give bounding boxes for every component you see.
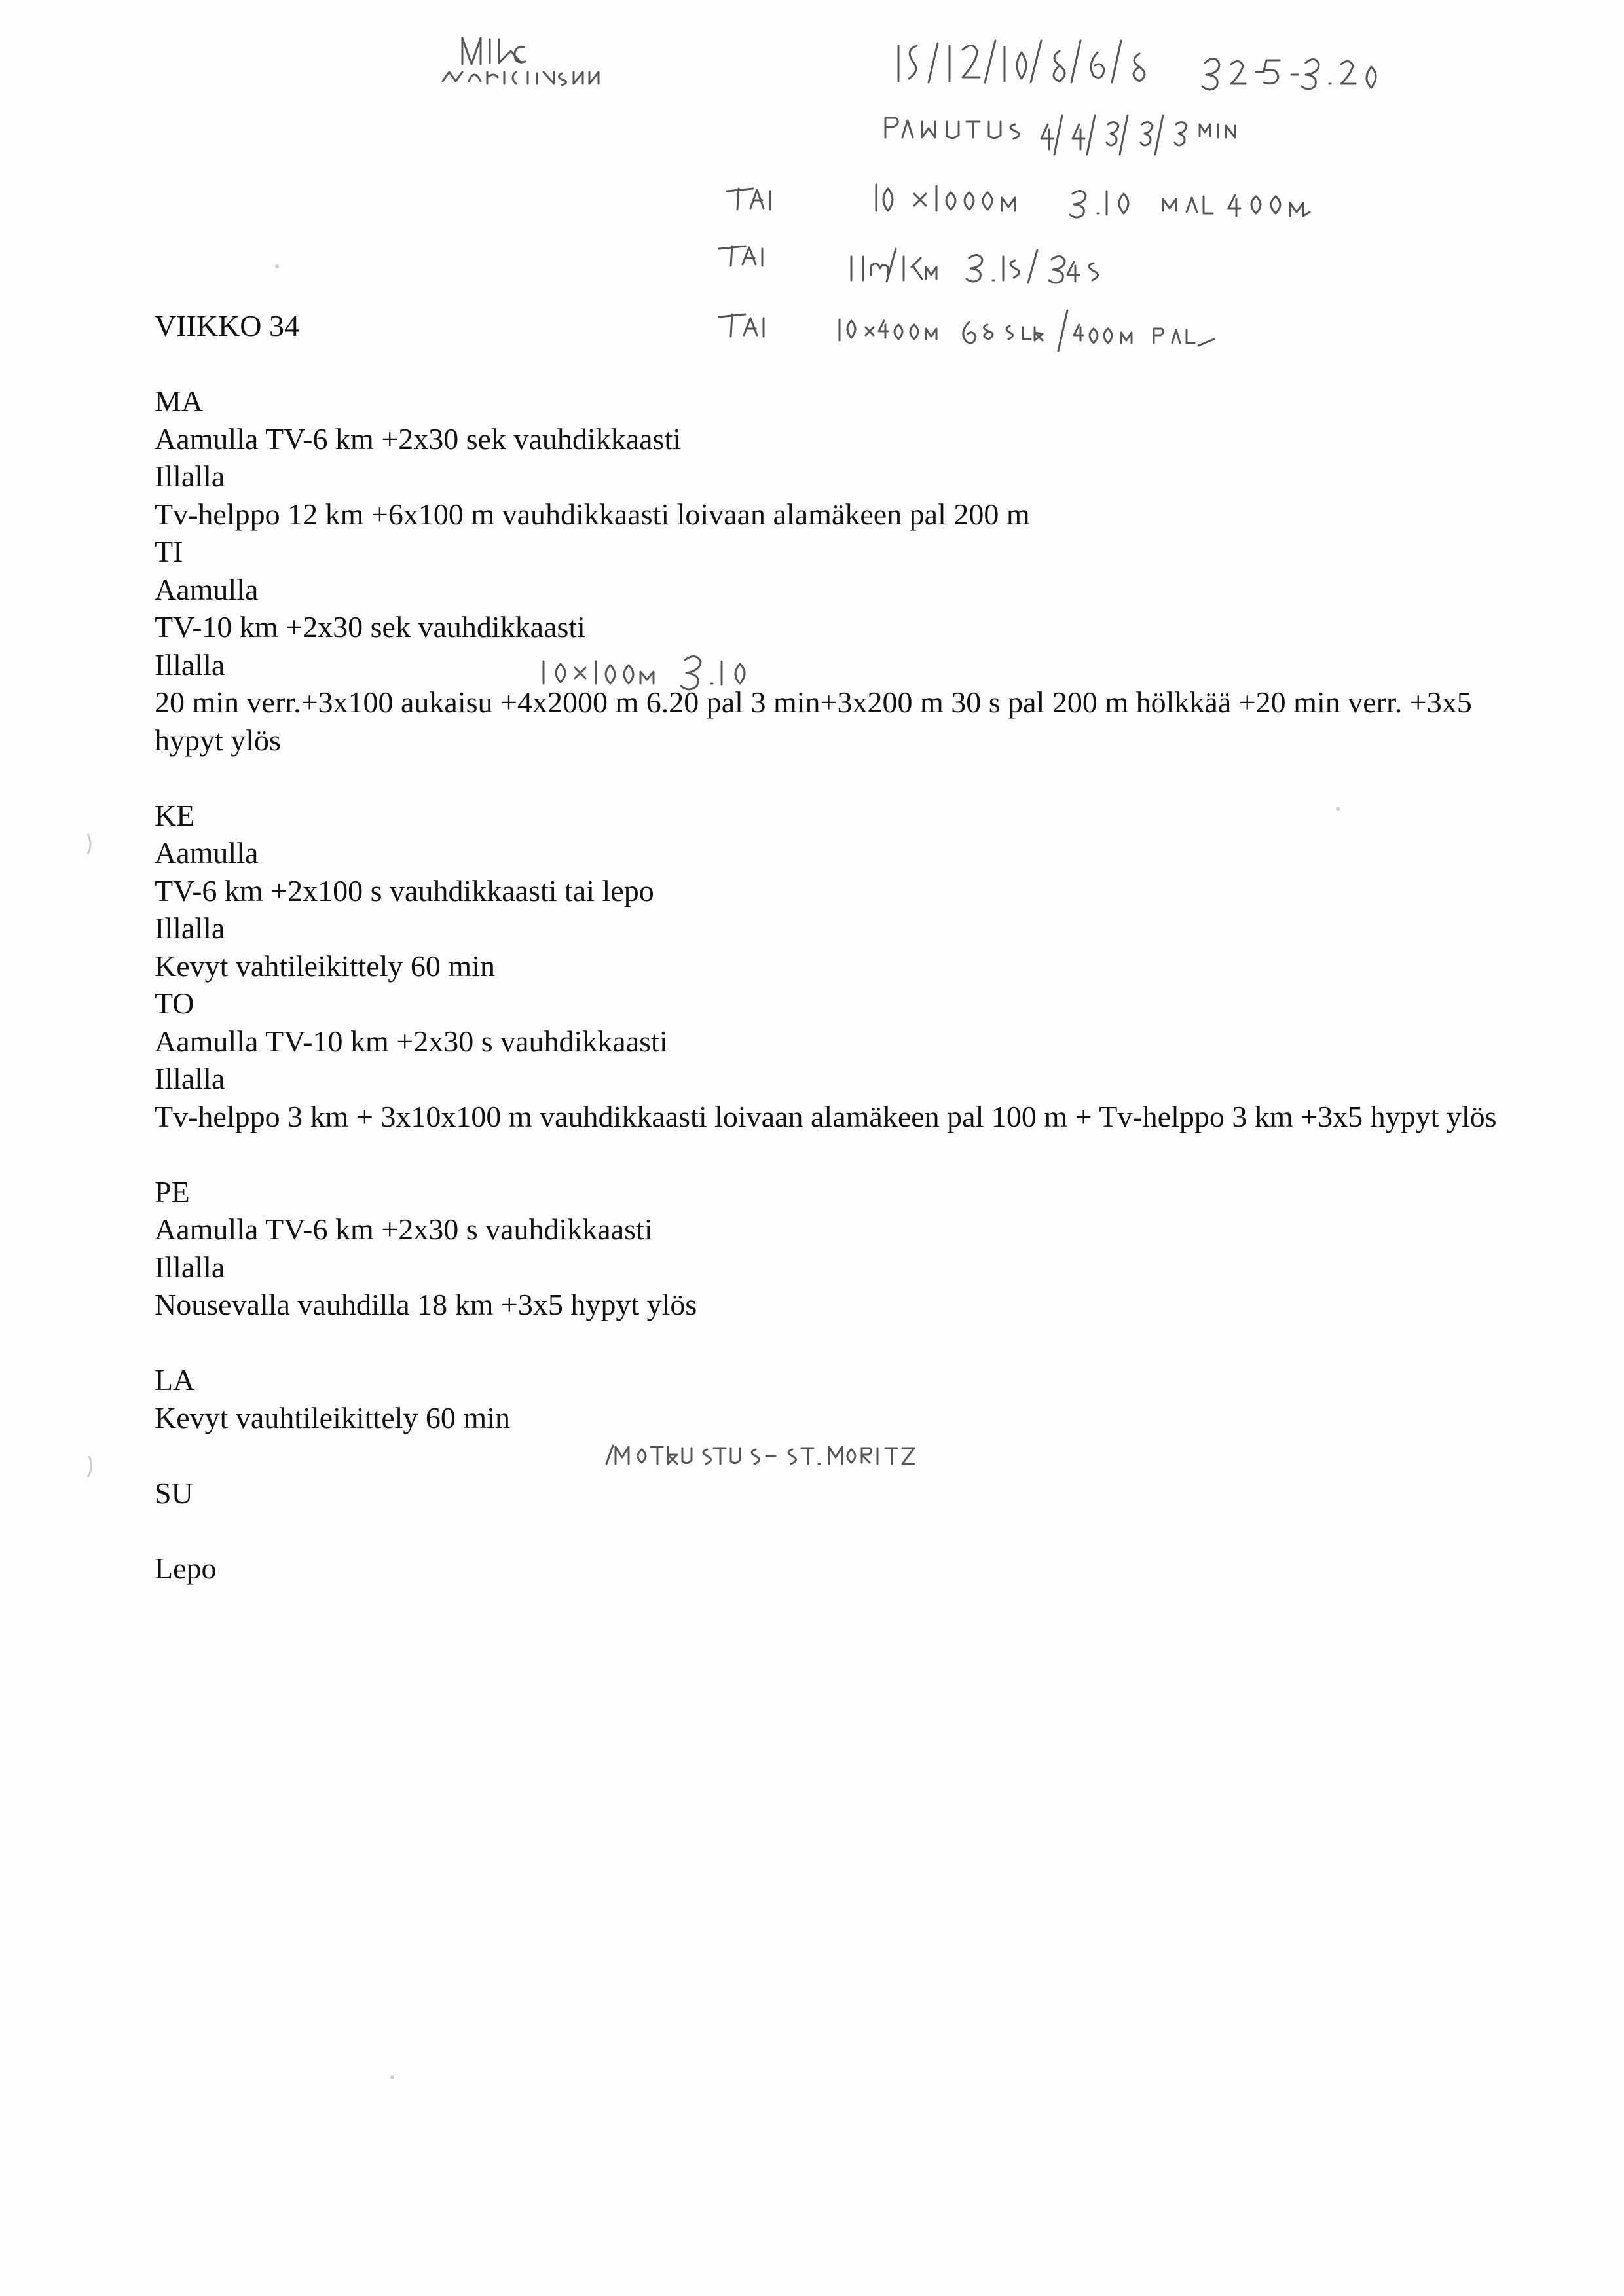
handwritten-note-tuesday [537,646,773,691]
handwritten-tai-line-2 [719,246,1098,283]
scan-speck [1336,807,1340,811]
schedule-line: Illalla [155,911,225,945]
schedule-line: Aamulla TV-10 km +2x30 s vauhdikkaasti [155,1024,668,1058]
day-heading: TI [155,535,183,568]
schedule-line: 20 min verr.+3x100 aukaisu +4x2000 m 6.20 pal 3 min+3x200 m 30 s pal 200 m hölkkää +20 min verr. +3x5 hypyt ylös [155,685,1480,757]
day-heading: MA [155,384,204,418]
day-block-su [155,1474,1517,1588]
spacer [155,1135,1517,1173]
schedule-line: Aamulla [155,836,259,869]
day-heading: KE [155,798,195,832]
schedule-line: Aamulla TV-6 km +2x30 sek vauhdikkaasti [155,422,682,456]
day-heading: PE [155,1175,190,1209]
schedule-line: Illalla [155,647,225,682]
schedule-line: Tv-helppo 12 km +6x100 m vauhdikkaasti loivaan alamäkeen pal 200 m [155,497,1030,531]
day-heading: LA [155,1363,195,1396]
handwritten-times-line-2 [885,115,1235,155]
day-block-to [155,985,1517,1135]
day-block-ma [155,382,1517,533]
schedule-line: Illalla [155,1250,225,1284]
scan-speck [390,2075,394,2079]
day-block-la [155,1361,1517,1436]
schedule-line: Aamulla [155,572,259,606]
handwritten-annotations [0,0,1624,406]
day-block-pe [155,1173,1517,1324]
scan-speck [275,264,279,268]
schedule-line: Kevyt vahtileikittely 60 min [155,949,495,983]
day-block-ke [155,797,1517,985]
schedule-line: Kevyt vauhtileikittely 60 min [155,1400,510,1434]
handwritten-name-scribble [443,38,599,85]
spacer [155,759,1517,797]
schedule-line: Illalla [155,1062,225,1095]
schedule-line: Nousevalla vauhdilla 18 km +3x5 hypyt ylös [155,1288,697,1321]
day-heading: SU [155,1476,193,1510]
spacer [155,1324,1517,1362]
handwritten-tai-line-1 [727,185,1310,217]
schedule-line: Aamulla TV-6 km +2x30 s vauhdikkaasti [155,1212,653,1246]
handwritten-times-line-1 [898,41,1376,90]
day-heading: TO [155,987,194,1020]
margin-mark [84,831,97,858]
day-block-ti [155,533,1517,759]
week-title: VIIKKO 34 [155,309,300,342]
margin-mark [84,1453,97,1480]
training-schedule [155,382,1517,1587]
handwritten-note-saturday [602,1430,969,1476]
schedule-line: Lepo [155,1551,217,1585]
handwritten-tai-line-3 [719,310,1214,351]
schedule-line: Illalla [155,460,225,493]
spacer [155,1512,1517,1550]
schedule-line: Tv-helppo 3 km + 3x10x100 m vauhdikkaasti loivaan alamäkeen pal 100 m + Tv-helppo 3 km +3x5 hypyt ylös [155,1099,1497,1133]
schedule-line: TV-10 km +2x30 sek vauhdikkaasti [155,610,585,644]
schedule-line: TV-6 km +2x100 s vauhdikkaasti tai lepo [155,873,654,907]
